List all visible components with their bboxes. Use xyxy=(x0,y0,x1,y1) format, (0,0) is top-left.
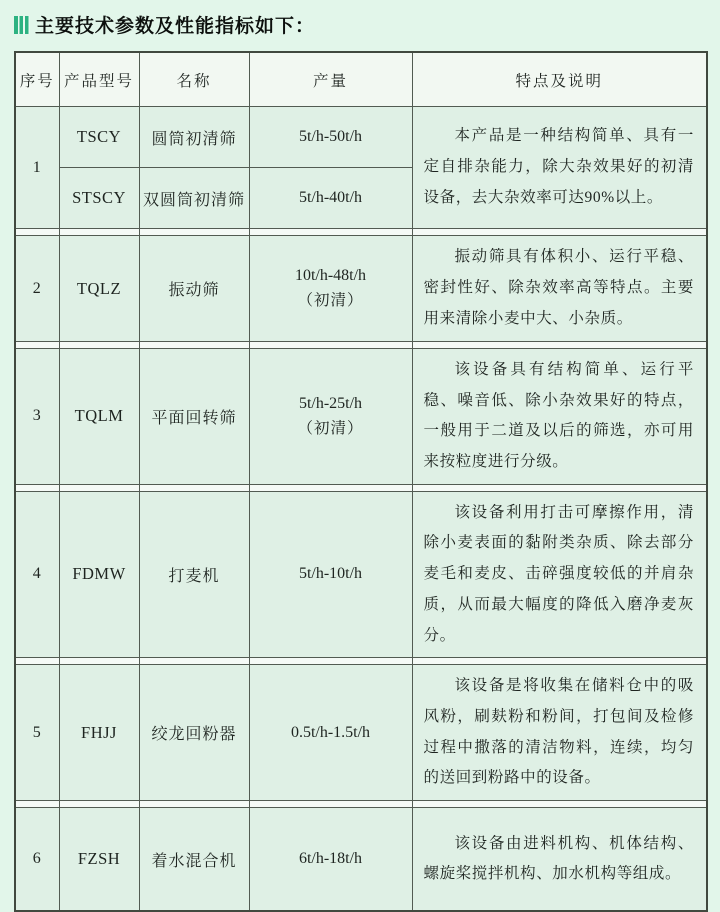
row-gap xyxy=(15,658,707,665)
header-model: 产品型号 xyxy=(59,52,139,107)
cell-model: TQLM xyxy=(59,349,139,485)
table-header-row xyxy=(15,52,707,107)
row-gap xyxy=(15,342,707,349)
header-features: 特点及说明 xyxy=(412,52,707,107)
cell-serial: 1 xyxy=(15,107,59,229)
output-value: 5t/h-25t/h xyxy=(298,394,363,412)
page-title: 主要技术参数及性能指标如下： xyxy=(35,16,316,37)
header-output: 产量 xyxy=(249,52,412,107)
cell-description xyxy=(412,107,707,229)
cell-name: 振动筛 xyxy=(139,236,249,342)
table-row xyxy=(15,665,707,801)
table-row xyxy=(15,349,707,485)
section-title-row xyxy=(14,11,706,38)
cell-serial: 2 xyxy=(15,236,59,342)
cell-output: 0.5t/h-1.5t/h xyxy=(249,665,412,801)
cell-name: 平面回转筛 xyxy=(139,349,249,485)
cell-model: STSCY xyxy=(59,168,139,229)
header-name: 名称 xyxy=(139,52,249,107)
output-value: 10t/h-48t/h xyxy=(294,267,367,284)
cell-serial: 5 xyxy=(15,665,59,801)
description-text: 该设备是将收集在储料仓中的吸风粉，刷麸粉和粉间，打包间及检修过程中撒落的清洁物料，连续，均匀的送回到粉路中的设备。 xyxy=(423,677,694,787)
table-row xyxy=(15,107,707,168)
description-text: 振动筛具有体积小、运行平稳、密封性好、除杂效率高等特点。主要用来清除小麦中大、小杂质。 xyxy=(423,248,694,327)
cell-model: FDMW xyxy=(59,491,139,657)
description-text: 该设备具有结构简单、运行平稳、噪音低、除小杂效果好的特点，一般用于二道及以后的筛选，亦可用来按粒度进行分级。 xyxy=(423,361,694,471)
cell-output xyxy=(249,236,412,342)
cell-serial: 3 xyxy=(15,349,59,485)
cell-description xyxy=(412,665,707,801)
cell-output: 6t/h-18t/h xyxy=(249,807,412,911)
spec-table xyxy=(14,51,708,912)
description-text: 该设备利用打击可摩擦作用，清除小麦表面的黏附类杂质、除去部分麦毛和麦皮、击碎强度较低的并肩杂质，从而最大幅度的降低入磨净麦灰分。 xyxy=(423,503,694,644)
table-row xyxy=(15,491,707,657)
cell-model: FHJJ xyxy=(59,665,139,801)
description-text: 该设备由进料机构、机体结构、螺旋桨搅拌机构、加水机构等组成。 xyxy=(423,834,694,883)
green-bars-icon xyxy=(14,16,30,34)
cell-name: 圆筒初清筛 xyxy=(139,107,249,168)
table-row xyxy=(15,236,707,342)
cell-output xyxy=(249,349,412,485)
cell-serial: 6 xyxy=(15,807,59,911)
cell-model: TSCY xyxy=(59,107,139,168)
output-note: （初清） xyxy=(297,292,364,309)
cell-description xyxy=(412,349,707,485)
cell-output: 5t/h-40t/h xyxy=(249,168,412,229)
row-gap xyxy=(15,484,707,491)
cell-name: 打麦机 xyxy=(139,491,249,657)
row-gap xyxy=(15,229,707,236)
header-serial: 序号 xyxy=(15,52,59,107)
cell-model: FZSH xyxy=(59,807,139,911)
table-row xyxy=(15,807,707,911)
description-text: 本产品是一种结构简单、具有一定自排杂能力，除大杂效果好的初清设备，去大杂效率可达90%以上。 xyxy=(423,127,694,206)
cell-output: 5t/h-50t/h xyxy=(249,107,412,168)
row-gap xyxy=(15,800,707,807)
cell-name: 着水混合机 xyxy=(139,807,249,911)
output-note: （初清） xyxy=(297,419,364,437)
cell-description xyxy=(412,236,707,342)
cell-output: 5t/h-10t/h xyxy=(249,491,412,657)
cell-name: 双圆筒初清筛 xyxy=(139,168,249,229)
cell-description xyxy=(412,807,707,911)
cell-name: 绞龙回粉器 xyxy=(139,665,249,801)
cell-description xyxy=(412,491,707,657)
cell-serial: 4 xyxy=(15,491,59,657)
cell-model: TQLZ xyxy=(59,236,139,342)
